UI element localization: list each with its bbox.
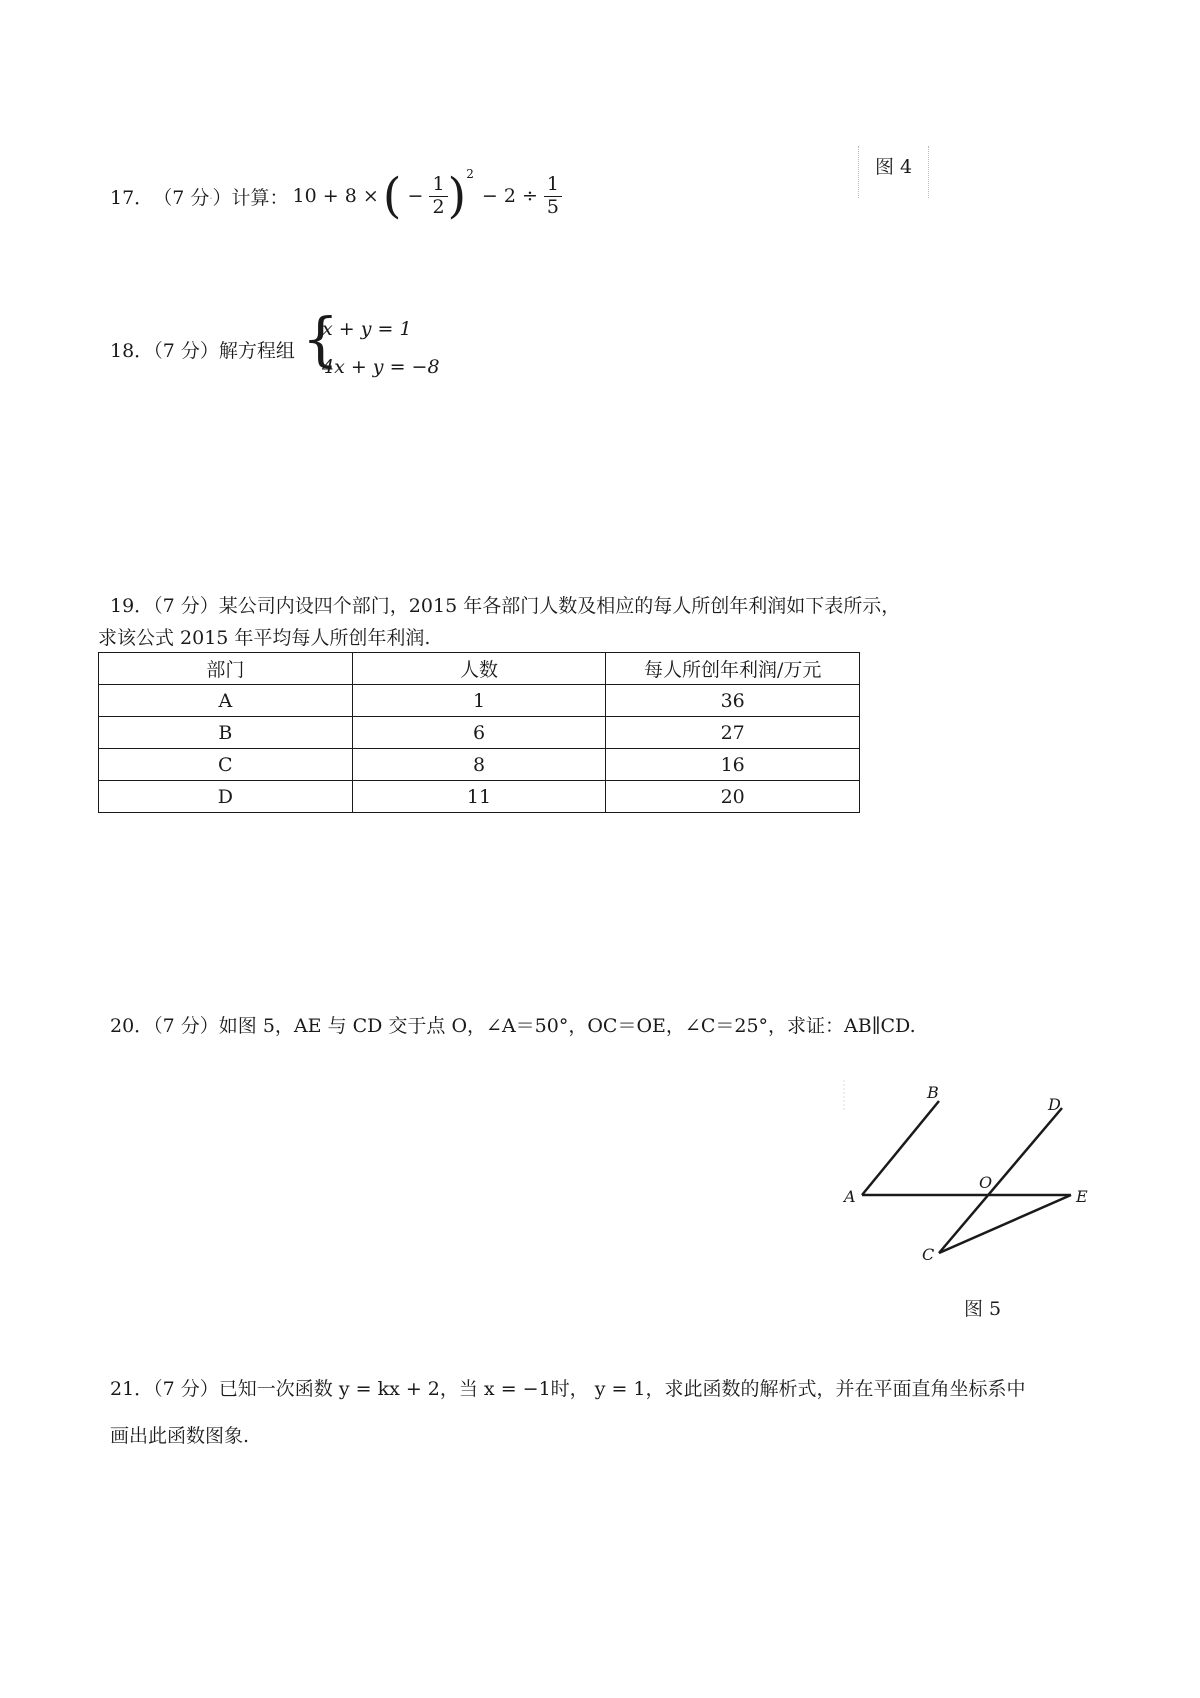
- segment-AB: [862, 1101, 939, 1195]
- q21-text-line-1: 21．（7 分）已知一次函数 y = kx + 2，当 x = −1时， y = 1，求此函数的解析式，并在平面直角坐标系中: [110, 1378, 1026, 1400]
- table-row: [99, 749, 860, 781]
- q17-neg: −: [407, 185, 424, 207]
- table-cell: 20: [606, 781, 860, 813]
- table-row: [99, 717, 860, 749]
- q18-equation-1: x + y = 1: [322, 318, 412, 340]
- q17-fraction-1: [429, 174, 447, 219]
- q17-frac2-num: 1: [544, 174, 562, 197]
- q17-number: 17．: [110, 186, 154, 209]
- question-18: [110, 336, 295, 363]
- q17-expr-a: 10 + 8 ×: [292, 185, 379, 207]
- q17-points: （7 分: [153, 186, 210, 209]
- point-label-E: E: [1076, 1187, 1088, 1206]
- table-cell: 1: [352, 685, 606, 717]
- figure-5-diagram: [840, 1080, 1100, 1280]
- figure-4-label: [858, 146, 929, 198]
- profit-table: [98, 652, 860, 813]
- point-label-D: D: [1048, 1095, 1061, 1114]
- q17-expr-b: − 2 ÷: [481, 185, 538, 207]
- table-cell: 16: [606, 749, 860, 781]
- figure-4-caption: 图 4: [875, 156, 913, 178]
- table-header-row: [99, 653, 860, 685]
- figure-5-caption: 图 5: [964, 1298, 1002, 1320]
- table-cell: 36: [606, 685, 860, 717]
- table-cell: C: [99, 749, 353, 781]
- q20-text: 20．（7 分）如图 5，AE 与 CD 交于点 O，∠A＝50°，OC＝OE，∠C＝25°，求证：AB∥CD.: [110, 1015, 916, 1037]
- table-header-cell: 部门: [99, 653, 353, 685]
- q17-prompt: 计算：: [231, 186, 289, 209]
- table-cell: A: [99, 685, 353, 717]
- q17-mark: .: [209, 190, 213, 202]
- q18-brace: {: [302, 305, 339, 373]
- q17-fraction-2: [544, 174, 562, 219]
- point-label-C: C: [922, 1245, 935, 1264]
- table-header-cell: 每人所创年利润/万元: [606, 653, 860, 685]
- table-cell: 8: [352, 749, 606, 781]
- table-cell: B: [99, 717, 353, 749]
- left-paren: (: [382, 168, 402, 224]
- q18-equation-2: 4x + y = −8: [322, 356, 440, 378]
- table-cell: 11: [352, 781, 606, 813]
- question-17: [110, 167, 562, 224]
- point-label-B: B: [927, 1083, 939, 1102]
- table-cell: D: [99, 781, 353, 813]
- q17-frac1-num: 1: [429, 174, 447, 197]
- point-label-A: A: [844, 1187, 856, 1206]
- table-cell: 6: [352, 717, 606, 749]
- segment-CD: [939, 1108, 1062, 1253]
- q17-frac1-den: 2: [432, 195, 445, 218]
- q21-text-line-2: 画出此函数图象.: [110, 1425, 250, 1447]
- table-cell: 27: [606, 717, 860, 749]
- q19-text-line-1: 19．（7 分）某公司内设四个部门，2015 年各部门人数及相应的每人所创年利润如下表所示，: [110, 595, 901, 617]
- segment-CE: [939, 1195, 1071, 1253]
- q17-exponent: 2: [466, 167, 474, 181]
- point-label-O: O: [979, 1173, 993, 1192]
- q18-points: （7 分）: [153, 340, 219, 362]
- q19-text-line-2: 求该公式 2015 年平均每人所创年利润.: [98, 627, 431, 649]
- q18-prompt: 解方程组: [218, 340, 295, 362]
- q17-points-close: ）: [212, 186, 232, 209]
- q17-frac2-den: 5: [546, 195, 560, 218]
- table-header-cell: 人数: [352, 653, 606, 685]
- right-paren: ): [447, 168, 467, 224]
- q18-number: 18．: [110, 340, 154, 362]
- table-row: [99, 685, 860, 717]
- table-row: [99, 781, 860, 813]
